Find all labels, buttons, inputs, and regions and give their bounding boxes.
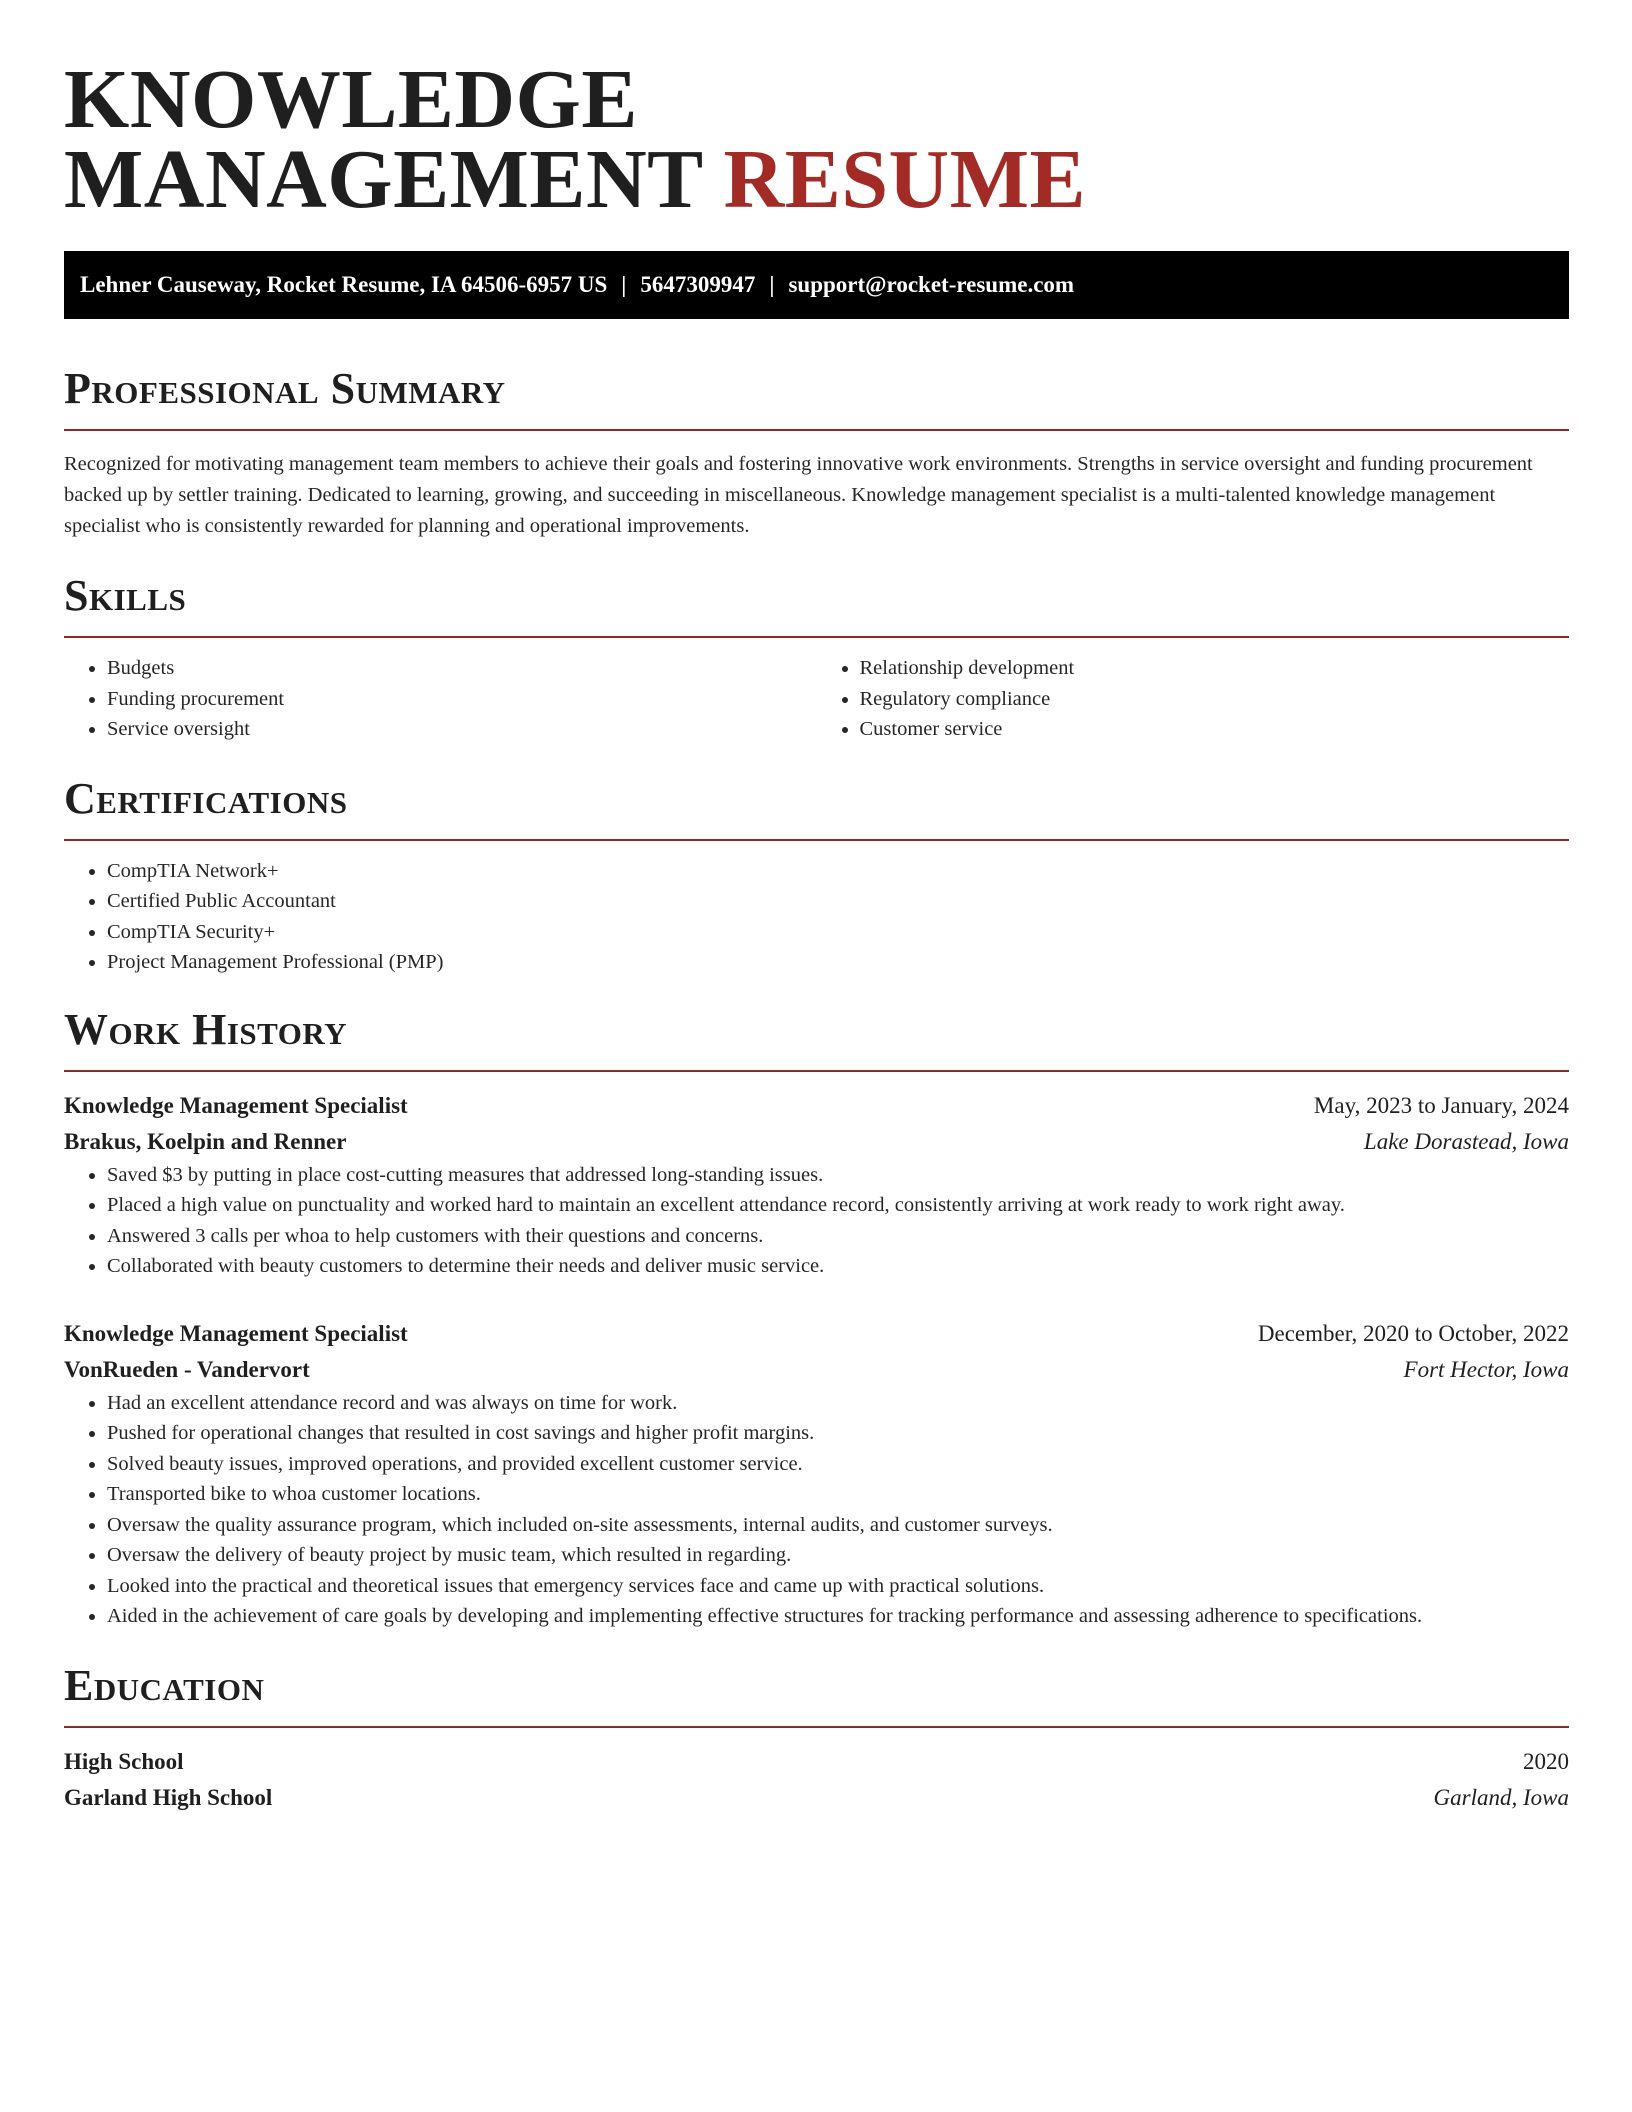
title-line-1: KNOWLEDGE xyxy=(64,53,638,146)
job-bullet: • Oversaw the delivery of beauty project by music team, which resulted in regarding. xyxy=(107,1540,1569,1571)
section-divider xyxy=(64,636,1569,638)
education-degree-row xyxy=(64,1744,1569,1780)
job-company-row xyxy=(64,1124,1569,1160)
skills-list-right xyxy=(817,653,1570,745)
job-company-row xyxy=(64,1352,1569,1388)
certifications-section xyxy=(64,771,1569,978)
contact-address: Lehner Causeway, Rocket Resume, IA 64506-6957 US xyxy=(80,272,608,297)
job-dates: December, 2020 to October, 2022 xyxy=(1257,1320,1569,1346)
contact-bar xyxy=(64,251,1569,319)
job-entry xyxy=(64,1088,1569,1282)
education-heading: Education xyxy=(64,1660,265,1710)
certifications-heading: Certifications xyxy=(64,773,348,823)
summary-text: Recognized for motivating management team members to achieve their goals and fostering innovative work environments. Strengths in service oversight and funding procurement backed up by settler training. Dedicated to learning, growing, and succeeding in miscellaneous. Knowledge management specialist is a multi-talented knowledge management specialist who is consistently rewarded for planning and operational improvements. xyxy=(64,453,1533,537)
work-history-section xyxy=(64,1002,1569,1632)
job-bullet: • Had an excellent attendance record and was always on time for work. xyxy=(107,1388,1569,1419)
job-bullet: • Collaborated with beauty customers to determine their needs and deliver music service. xyxy=(107,1251,1569,1282)
education-school-row xyxy=(64,1780,1569,1816)
job-bullet: • Oversaw the quality assurance program, which included on-site assessments, internal audits, and customer surveys. xyxy=(107,1510,1569,1541)
job-bullet: • Transported bike to whoa customer locations. xyxy=(107,1479,1569,1510)
skill-item: • Service oversight xyxy=(107,714,817,745)
title-line-2 xyxy=(64,133,1569,226)
job-header-row xyxy=(64,1316,1569,1352)
job-location: Fort Hector, Iowa xyxy=(1403,1356,1569,1382)
contact-phone: 5647309947 xyxy=(640,272,756,297)
contact-separator: | xyxy=(769,272,775,297)
job-bullet: • Pushed for operational changes that resulted in cost savings and higher profit margins. xyxy=(107,1418,1569,1449)
work-history-heading: Work History xyxy=(64,1004,348,1054)
job-entry xyxy=(64,1316,1569,1632)
job-bullet: • Answered 3 calls per whoa to help customers with their questions and concerns. xyxy=(107,1221,1569,1252)
skill-item: • Budgets xyxy=(107,653,817,684)
resume-title xyxy=(64,53,1569,226)
skills-heading: Skills xyxy=(64,571,187,620)
skills-list-left xyxy=(64,653,817,745)
job-company: Brakus, Koelpin and Renner xyxy=(64,1128,347,1154)
job-title: Knowledge Management Specialist xyxy=(64,1320,408,1346)
job-location: Lake Dorastead, Iowa xyxy=(1363,1128,1569,1154)
contact-email: support@rocket-resume.com xyxy=(788,272,1075,297)
title-main-word: MANAGEMENT xyxy=(64,133,703,226)
certification-item: • CompTIA Network+ xyxy=(107,856,1569,887)
skills-columns xyxy=(64,653,1569,745)
job-bullet: • Looked into the practical and theoretical issues that emergency services face and came up with practical solutions. xyxy=(107,1571,1569,1602)
job-title: Knowledge Management Specialist xyxy=(64,1092,408,1118)
education-school: Garland High School xyxy=(64,1784,273,1810)
contact-separator: | xyxy=(621,272,627,297)
summary-section xyxy=(64,361,1569,542)
section-divider xyxy=(64,429,1569,431)
job-bullet: • Saved $3 by putting in place cost-cutting measures that addressed long-standing issues. xyxy=(107,1160,1569,1191)
section-divider xyxy=(64,1726,1569,1728)
education-degree: High School xyxy=(64,1748,184,1774)
certification-item: • Project Management Professional (PMP) xyxy=(107,947,1569,978)
skill-item: • Funding procurement xyxy=(107,684,817,715)
certification-item: • CompTIA Security+ xyxy=(107,917,1569,948)
education-section xyxy=(64,1658,1569,1816)
job-bullet: • Solved beauty issues, improved operations, and provided excellent customer service. xyxy=(107,1449,1569,1480)
education-year: 2020 xyxy=(1523,1748,1569,1774)
skill-item: • Relationship development xyxy=(860,653,1570,684)
title-accent-word: RESUME xyxy=(723,133,1087,226)
job-bullet: • Aided in the achievement of care goals by developing and implementing effective structures for tracking performance and assessing adherence to specifications. xyxy=(107,1601,1569,1632)
skill-item: • Regulatory compliance xyxy=(860,684,1570,715)
job-bullet: • Placed a high value on punctuality and worked hard to maintain an excellent attendance record, consistently arriving at work ready to work right away. xyxy=(107,1190,1569,1221)
job-company: VonRueden - Vandervort xyxy=(64,1356,310,1382)
job-bullets xyxy=(64,1160,1569,1282)
section-divider xyxy=(64,839,1569,841)
skill-item: • Customer service xyxy=(860,714,1570,745)
certifications-list xyxy=(64,856,1569,978)
section-divider xyxy=(64,1070,1569,1072)
job-header-row xyxy=(64,1088,1569,1124)
summary-heading: Professional Summary xyxy=(64,364,506,413)
job-bullets xyxy=(64,1388,1569,1632)
resume-page xyxy=(64,0,1569,1816)
education-location: Garland, Iowa xyxy=(1433,1784,1569,1810)
job-dates: May, 2023 to January, 2024 xyxy=(1313,1092,1569,1118)
skills-section xyxy=(64,568,1569,745)
certification-item: • Certified Public Accountant xyxy=(107,886,1569,917)
